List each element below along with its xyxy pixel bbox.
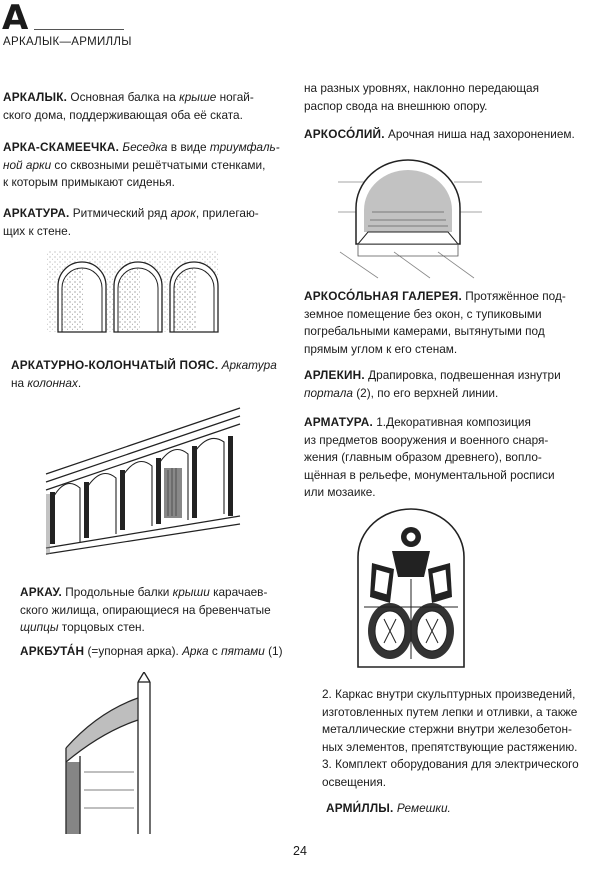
entry-arkalyk [3,89,254,124]
entry-text: ногай- [216,90,254,104]
cross-reference: пятами [221,644,265,658]
entry-text: Арочная ниша над захоронением. [384,127,575,141]
entry-arkbutan-continued [304,80,539,115]
entry-text: из предметов вооружения и военного снаря- [304,432,549,447]
entry-armatura-meanings-2-3 [322,686,579,791]
entry-text: распор свода на внешнюю опору. [304,98,488,113]
entry-term: АРМИ́ЛЛЫ. [326,801,394,815]
entry-text: в виде [167,140,210,154]
cross-reference: Ремешки. [396,801,451,815]
cross-reference: ной арки [3,157,52,172]
entry-text: , прилегаю- [195,206,259,220]
entry-text: 3. Комплект оборудования для электрического [322,757,579,771]
cross-reference: Арка [182,644,209,658]
header-rule [34,29,124,30]
entry-arkosoliy [304,126,575,144]
cross-reference: колоннах [27,375,78,390]
page-number: 24 [293,844,307,858]
entry-text: карачаев- [209,585,268,599]
entry-text: торцовых стен. [58,620,145,634]
entry-text: Ритмический ряд [69,206,171,220]
entry-text: изготовленных путем лепки и отливки, а также [322,704,578,719]
entry-arkbutan [20,643,283,661]
cross-reference: арок [170,206,196,220]
entry-text: Протяжённое под- [461,289,566,303]
entry-text: со сквозными решётчатыми стенками, [51,157,266,172]
cross-reference: Аркатура [221,358,277,372]
entry-term: АРМАТУРА. [304,415,373,429]
entry-text: погребальными камерами, вытянутыми под [304,324,545,338]
entry-text: ных элементов, препятствующие растяжению. [322,739,578,754]
entry-text: Основная балка на [67,90,180,104]
cross-reference: щипцы [20,620,59,634]
entry-term: АРЛЕКИН. [304,368,365,382]
entry-term: АРКАТУРА. [3,206,70,220]
arcature-illustration [44,246,222,334]
entry-text: ского жилища, опирающиеся на бревенчатые [20,602,271,617]
cross-reference: Беседка [122,140,168,154]
running-head: АРКАЛЫК—АРМИЛЛЫ [3,36,132,48]
entry-text: освещения. [322,774,387,789]
entry-text: 2. Каркас внутри скульптурных произведений, [322,687,576,701]
entry-text: (2), по его верхней линии. [352,385,499,400]
entry-text: щих к стене. [3,223,71,238]
arcosolium-illustration [334,152,484,280]
entry-text: на разных уровнях, наклонно передающая [304,81,540,95]
entry-arkaturno-kolonchatyy [11,357,277,392]
armatura-illustration [354,507,468,669]
entry-arlekin [304,367,561,402]
entry-term: АРКОСО́ЛИЙ. [304,127,385,141]
flying-buttress-illustration [54,672,172,834]
entry-term: АРКБУТА́Н [20,644,85,658]
cross-reference: крыши [172,585,210,599]
cross-reference: триумфаль- [209,140,280,154]
entry-term: АРКАЛЫК. [3,90,68,104]
entry-text: жения (главным образом древнего), вопло- [304,450,542,464]
entry-text: на [11,375,28,390]
entry-arka-skameechka [3,139,280,192]
entry-text: щённая в рельефе, монументальной росписи [304,467,555,482]
entry-text: (1) [264,644,283,658]
entry-term: АРКАТУРНО-КОЛОНЧАТЫЙ ПОЯС. [11,358,219,372]
cross-reference: крыше [179,90,217,104]
entry-text: к которым примыкают сиденья. [3,175,175,189]
entry-term: АРКОСО́ЛЬНАЯ ГАЛЕРЕЯ. [304,289,462,303]
entry-text: или мозаике. [304,485,376,499]
section-letter: А [2,0,29,38]
entry-text: ского дома, поддерживающая оба её ската. [3,107,243,122]
entry-text: Драпировка, подвешенная изнутри [364,368,561,382]
entry-text: . [77,375,82,390]
entry-term: АРКА-СКАМЕЕЧКА. [3,140,120,154]
entry-armilly [326,800,451,818]
entry-text: с [208,644,222,658]
entry-text: Продольные балки [62,585,173,599]
entry-arkosolnaya-galereya [304,288,566,358]
entry-text: 1.Декоративная композиция [372,415,531,429]
entry-text: металлические стержни внутри железобетон- [322,722,572,736]
entry-text: земное помещение без окон, с тупиковыми [304,306,542,321]
entry-term: АРКАУ. [20,585,62,599]
entry-arkau [20,584,271,637]
entry-text: прямым углом к его стенам. [304,341,458,356]
entry-arkatura [3,205,259,240]
arcature-column-belt-illustration [40,404,246,560]
cross-reference: портала [304,385,353,400]
entry-armatura [304,414,555,502]
entry-text: (=упорная арка). [84,644,183,658]
